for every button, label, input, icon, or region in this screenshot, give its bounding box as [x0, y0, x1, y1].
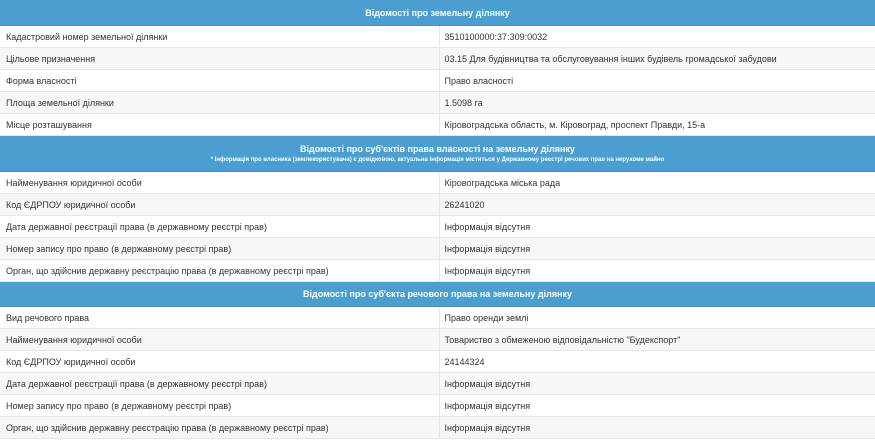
section-header-owner — [0, 136, 875, 172]
area-value: 1.5098 га — [439, 92, 875, 114]
right-type-value: Право оренди землі — [439, 307, 875, 329]
row-label: Код ЄДРПОУ юридичної особи — [0, 351, 439, 373]
table-row — [0, 351, 875, 373]
tenant-record-number-value: Інформація відсутня — [439, 395, 875, 417]
ownership-form-value: Право власності — [439, 70, 875, 92]
row-label: Площа земельної ділянки — [0, 92, 439, 114]
row-label: Дата державної реєстрації права (в державному реєстрі прав) — [0, 216, 439, 238]
table-row — [0, 48, 875, 70]
section-header-land — [0, 0, 875, 26]
owner-info-note: * Інформація про власника (землекористувача) є довідковою, актуальна інформація міститься у Державному реєстрі речових прав на нерухоме майно — [210, 157, 665, 163]
section-title-owner: Відомості про суб'єктів права власності на земельну ділянку — [300, 144, 575, 154]
table-row — [0, 373, 875, 395]
row-label: Найменування юридичної особи — [0, 172, 439, 194]
row-label: Код ЄДРПОУ юридичної особи — [0, 194, 439, 216]
table-row — [0, 70, 875, 92]
row-label: Номер запису про право (в державному реєстрі прав) — [0, 395, 439, 417]
owner-name-value: Кіровоградська міська рада — [439, 172, 875, 194]
table-row — [0, 194, 875, 216]
tenant-name-value: Товариство з обмеженою відповідальністю "Будекспорт" — [439, 329, 875, 351]
table-row — [0, 395, 875, 417]
section-header-right — [0, 282, 875, 307]
row-label: Кадастровий номер земельної ділянки — [0, 26, 439, 48]
table-row — [0, 172, 875, 194]
owner-record-number-value: Інформація відсутня — [439, 238, 875, 260]
row-label: Дата державної реєстрації права (в державному реєстрі прав) — [0, 373, 439, 395]
owner-edrpou-value: 26241020 — [439, 194, 875, 216]
table-row — [0, 329, 875, 351]
table-row — [0, 307, 875, 329]
owner-reg-date-value: Інформація відсутня — [439, 216, 875, 238]
table-row — [0, 114, 875, 136]
row-label: Вид речового права — [0, 307, 439, 329]
section-title-land: Відомості про земельну ділянку — [0, 0, 875, 26]
table-row — [0, 417, 875, 439]
cadastral-number-value: 3510100000:37:309:0032 — [439, 26, 875, 48]
row-label: Орган, що здійснив державну реєстрацію права (в державному реєстрі прав) — [0, 417, 439, 439]
table-row — [0, 26, 875, 48]
table-row — [0, 260, 875, 282]
row-label: Орган, що здійснив державну реєстрацію права (в державному реєстрі прав) — [0, 260, 439, 282]
row-label: Найменування юридичної особи — [0, 329, 439, 351]
tenant-edrpou-value: 24144324 — [439, 351, 875, 373]
row-label: Цільове призначення — [0, 48, 439, 70]
location-value: Кіровоградська область, м. Кіровоград, проспект Правди, 15-а — [439, 114, 875, 136]
table-row — [0, 92, 875, 114]
owner-reg-authority-value: Інформація відсутня — [439, 260, 875, 282]
row-label: Місце розташування — [0, 114, 439, 136]
purpose-value: 03.15 Для будівництва та обслуговування інших будівель громадської забудови — [439, 48, 875, 70]
row-label: Номер запису про право (в державному реєстрі прав) — [0, 238, 439, 260]
section-title-right: Відомості про суб'єкта речового права на земельну ділянку — [0, 282, 875, 307]
row-label: Форма власності — [0, 70, 439, 92]
table-row — [0, 238, 875, 260]
tenant-reg-date-value: Інформація відсутня — [439, 373, 875, 395]
table-row — [0, 216, 875, 238]
tenant-reg-authority-value: Інформація відсутня — [439, 417, 875, 439]
